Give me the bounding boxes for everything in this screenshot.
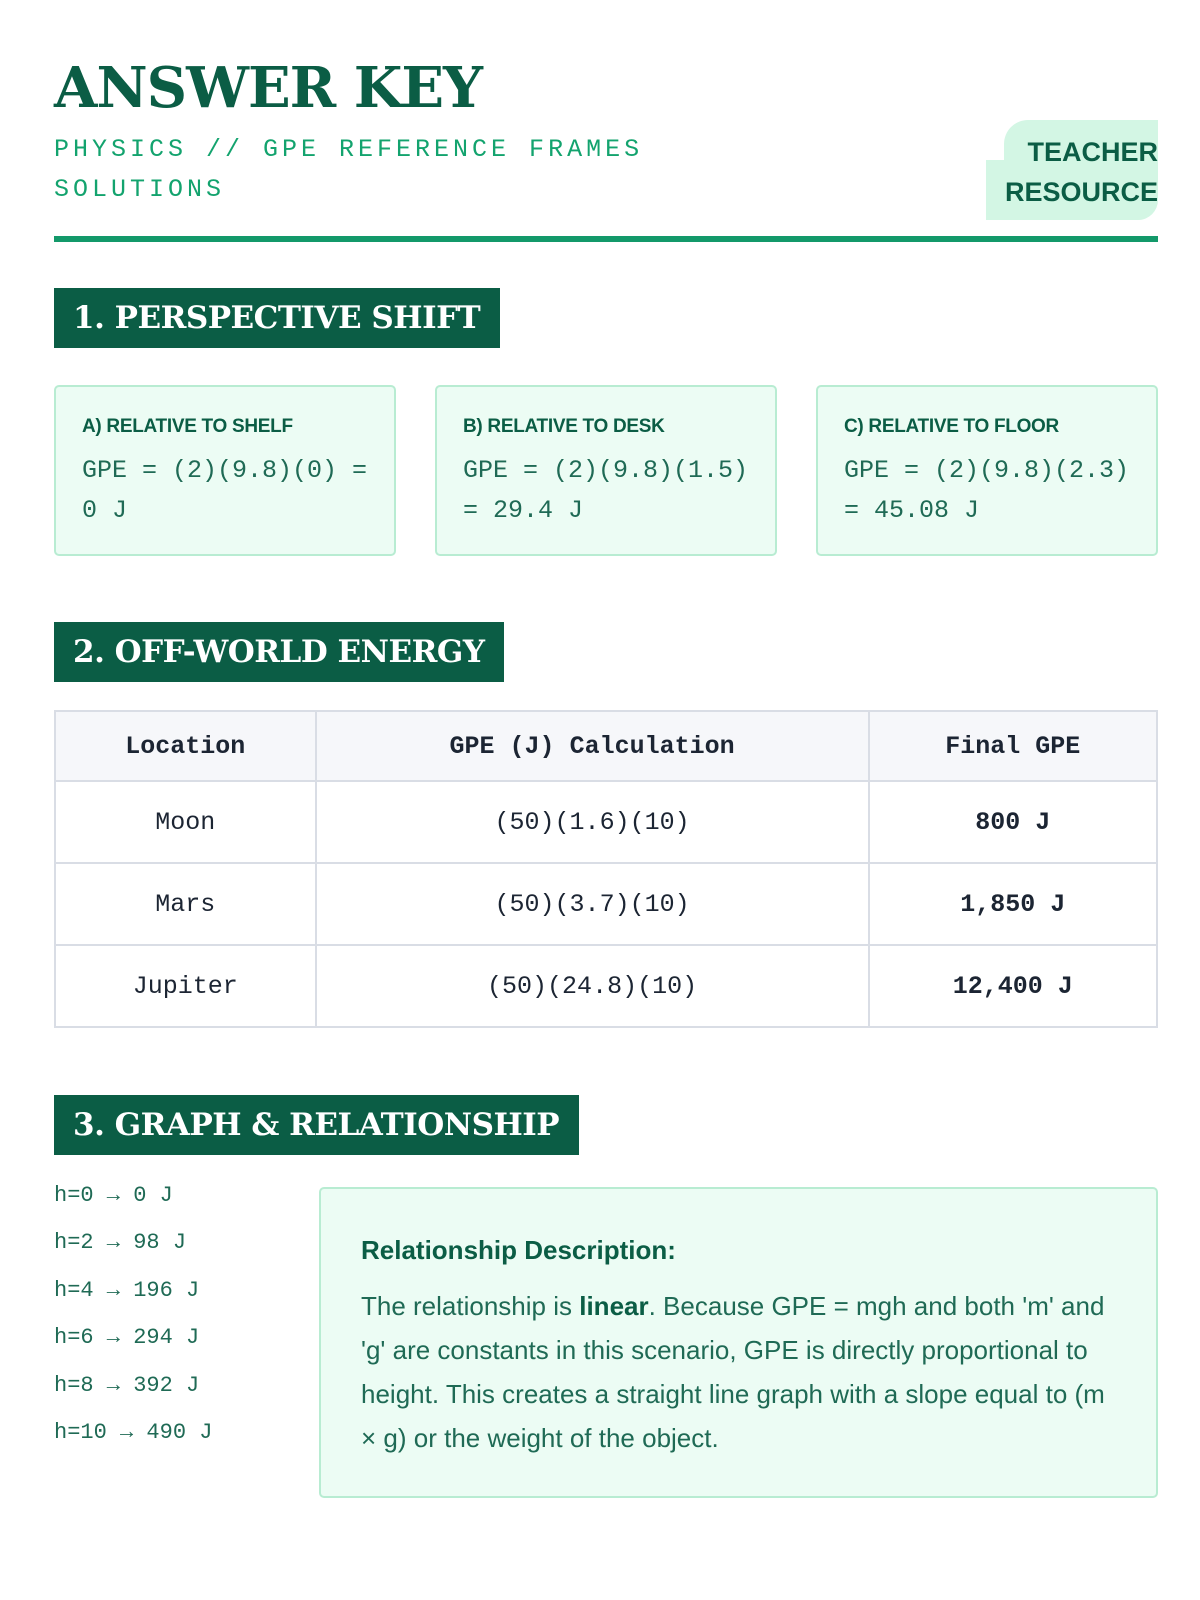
page-header	[54, 56, 1158, 244]
table-row	[55, 781, 1157, 863]
card-relative-to-floor	[816, 385, 1158, 556]
relationship-description-box	[319, 1187, 1158, 1498]
cell-final-gpe: 1,850 J	[869, 863, 1157, 945]
teacher-resource-badge	[986, 120, 1158, 220]
list-item: h=0 → 0 J	[54, 1183, 173, 1208]
table-header-row	[55, 711, 1157, 781]
page-subtitle: PHYSICS // GPE REFERENCE FRAMES SOLUTIONS	[54, 135, 644, 204]
description-text	[361, 1284, 1116, 1460]
table-row	[55, 945, 1157, 1027]
column-header-final-gpe: Final GPE	[869, 711, 1157, 781]
description-rest: . Because GPE = mgh and both 'm' and 'g' are constants in this scenario, GPE is directly proportional to height. This creates a straight line graph with a slope equal to (m × g) or the weight of the object.	[361, 1291, 1105, 1453]
list-item: h=2 → 98 J	[54, 1230, 187, 1256]
column-header-location: Location	[55, 711, 316, 781]
card-equation: GPE = (2)(9.8)(2.3) = 45.08 J	[844, 456, 1130, 525]
cell-final-gpe: 800 J	[869, 781, 1157, 863]
card-equation: GPE = (2)(9.8)(0) = 0 J	[82, 456, 368, 525]
section-1-heading: 1. PERSPECTIVE SHIFT	[54, 288, 500, 348]
list-item: h=8 → 392 J	[54, 1372, 200, 1398]
card-relative-to-desk	[435, 385, 777, 556]
card-label: A) RELATIVE TO SHELF	[82, 416, 293, 437]
cell-calculation: (50)(1.6)(10)	[316, 781, 869, 863]
table-row	[55, 863, 1157, 945]
list-item: h=6 → 294 J	[54, 1325, 200, 1351]
cell-location: Jupiter	[55, 945, 316, 1027]
badge-line-2: RESOURCE	[1004, 177, 1158, 207]
page-title: ANSWER KEY	[54, 55, 483, 121]
cell-location: Mars	[55, 863, 316, 945]
height-energy-list	[54, 1180, 294, 1464]
cell-calculation: (50)(3.7)(10)	[316, 863, 869, 945]
column-header-calculation: GPE (J) Calculation	[316, 711, 869, 781]
description-emphasis: linear	[579, 1291, 649, 1321]
card-relative-to-shelf	[54, 385, 396, 556]
header-divider	[54, 236, 1158, 242]
section-2-heading: 2. OFF-WORLD ENERGY	[54, 622, 504, 682]
list-item: h=10 → 490 J	[54, 1419, 213, 1445]
card-equation: GPE = (2)(9.8)(1.5) = 29.4 J	[463, 456, 749, 525]
description-prefix: The relationship is	[361, 1291, 580, 1321]
card-label: B) RELATIVE TO DESK	[463, 416, 665, 437]
cell-calculation: (50)(24.8)(10)	[316, 945, 869, 1027]
gpe-table	[54, 710, 1158, 1028]
cell-final-gpe: 12,400 J	[869, 945, 1157, 1027]
badge-line-1: TEACHER	[1027, 137, 1158, 167]
list-item: h=4 → 196 J	[54, 1277, 200, 1303]
section-3-heading: 3. GRAPH & RELATIONSHIP	[54, 1095, 579, 1155]
card-label: C) RELATIVE TO FLOOR	[844, 416, 1059, 437]
cell-location: Moon	[55, 781, 316, 863]
description-title: Relationship Description:	[361, 1235, 676, 1265]
